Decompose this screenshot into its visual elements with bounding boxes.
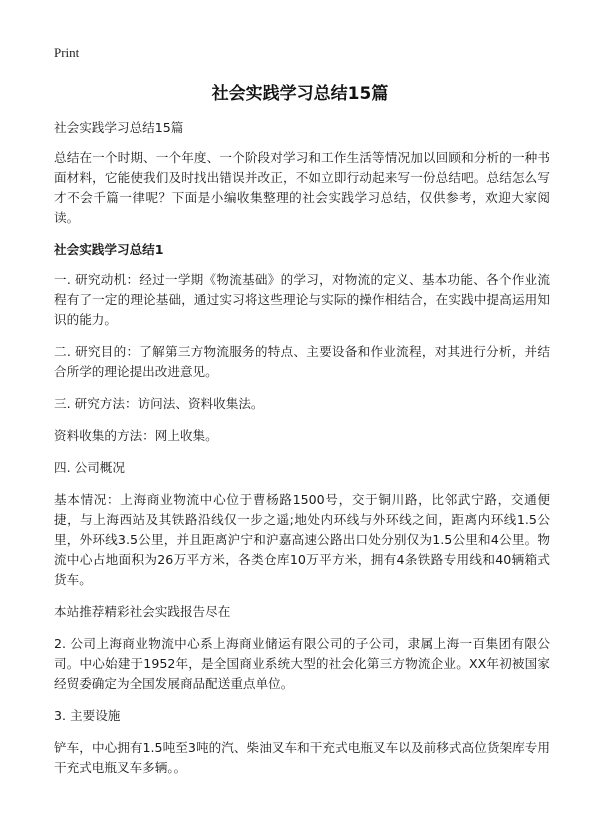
article-subtitle: 社会实践学习总结15篇 <box>54 120 184 135</box>
paragraph-company-overview-heading: 四. 公司概况 <box>54 460 125 475</box>
print-link[interactable]: Print <box>54 45 80 60</box>
paragraph-recommendation: 本站推荐精彩社会实践报告尽在 <box>54 604 231 619</box>
paragraph-purpose: 二. 研究目的：了解第三方物流服务的特点、主要设备和作业流程，对其进行分析，并结合所学的理论提出改进意见。 <box>54 344 550 379</box>
paragraph-motivation: 一. 研究动机：经过一学期《物流基础》的学习，对物流的定义、基本功能、各个作业流程有了一定的理论基础，通过实习将这些理论与实际的操作相结合，在实践中提高运用知识的能力。 <box>54 272 550 327</box>
paragraph-company: 2. 公司上海商业物流中心系上海商业储运有限公司的子公司，隶属上海一百集团有限公司。中心始建于1952年，是全国商业系统大型的社会化第三方物流企业。XX年初被国家经贸委确定为全国发展商品配送重点单位。 <box>54 636 550 691</box>
paragraph-basic-info: 基本情况：上海商业物流中心位于曹杨路1500号，交于铜川路，比邻武宁路，交通便捷，与上海西站及其铁路沿线仅一步之遥;地处内环线与外环线之间，距离内环线1.5公里，外环线3.5公里，并且距离沪宁和沪嘉高速公路出口处分别仅为1.5公里和4公里。物流中心占地面积为26万平方米，各类仓库10万平方米，拥有4条铁路专用线和40辆箱式货车。 <box>54 492 550 587</box>
paragraph-forklifts: 铲车，中心拥有1.5吨至3吨的汽、柴油叉车和干充式电瓶叉车以及前移式高位货架库专用干充式电瓶叉车多辆。。 <box>54 740 550 775</box>
article-body <box>54 118 550 790</box>
paragraph-method: 三. 研究方法：访问法、资料收集法。 <box>54 396 264 411</box>
section-heading: 社会实践学习总结1 <box>54 242 164 257</box>
intro-paragraph: 总结在一个时期、一个年度、一个阶段对学习和工作生活等情况加以回顾和分析的一种书面材料，它能使我们及时找出错误并改正，不如立即行动起来写一份总结吧。总结怎么写才不会千篇一律呢？下面是小编收集整理的社会实践学习总结，仅供参考，欢迎大家阅读。 <box>54 150 550 225</box>
paragraph-data-collection: 资料收集的方法：网上收集。 <box>54 428 218 443</box>
page-title: 社会实践学习总结15篇 <box>211 84 389 104</box>
paragraph-facilities-heading: 3. 主要设施 <box>54 708 121 723</box>
